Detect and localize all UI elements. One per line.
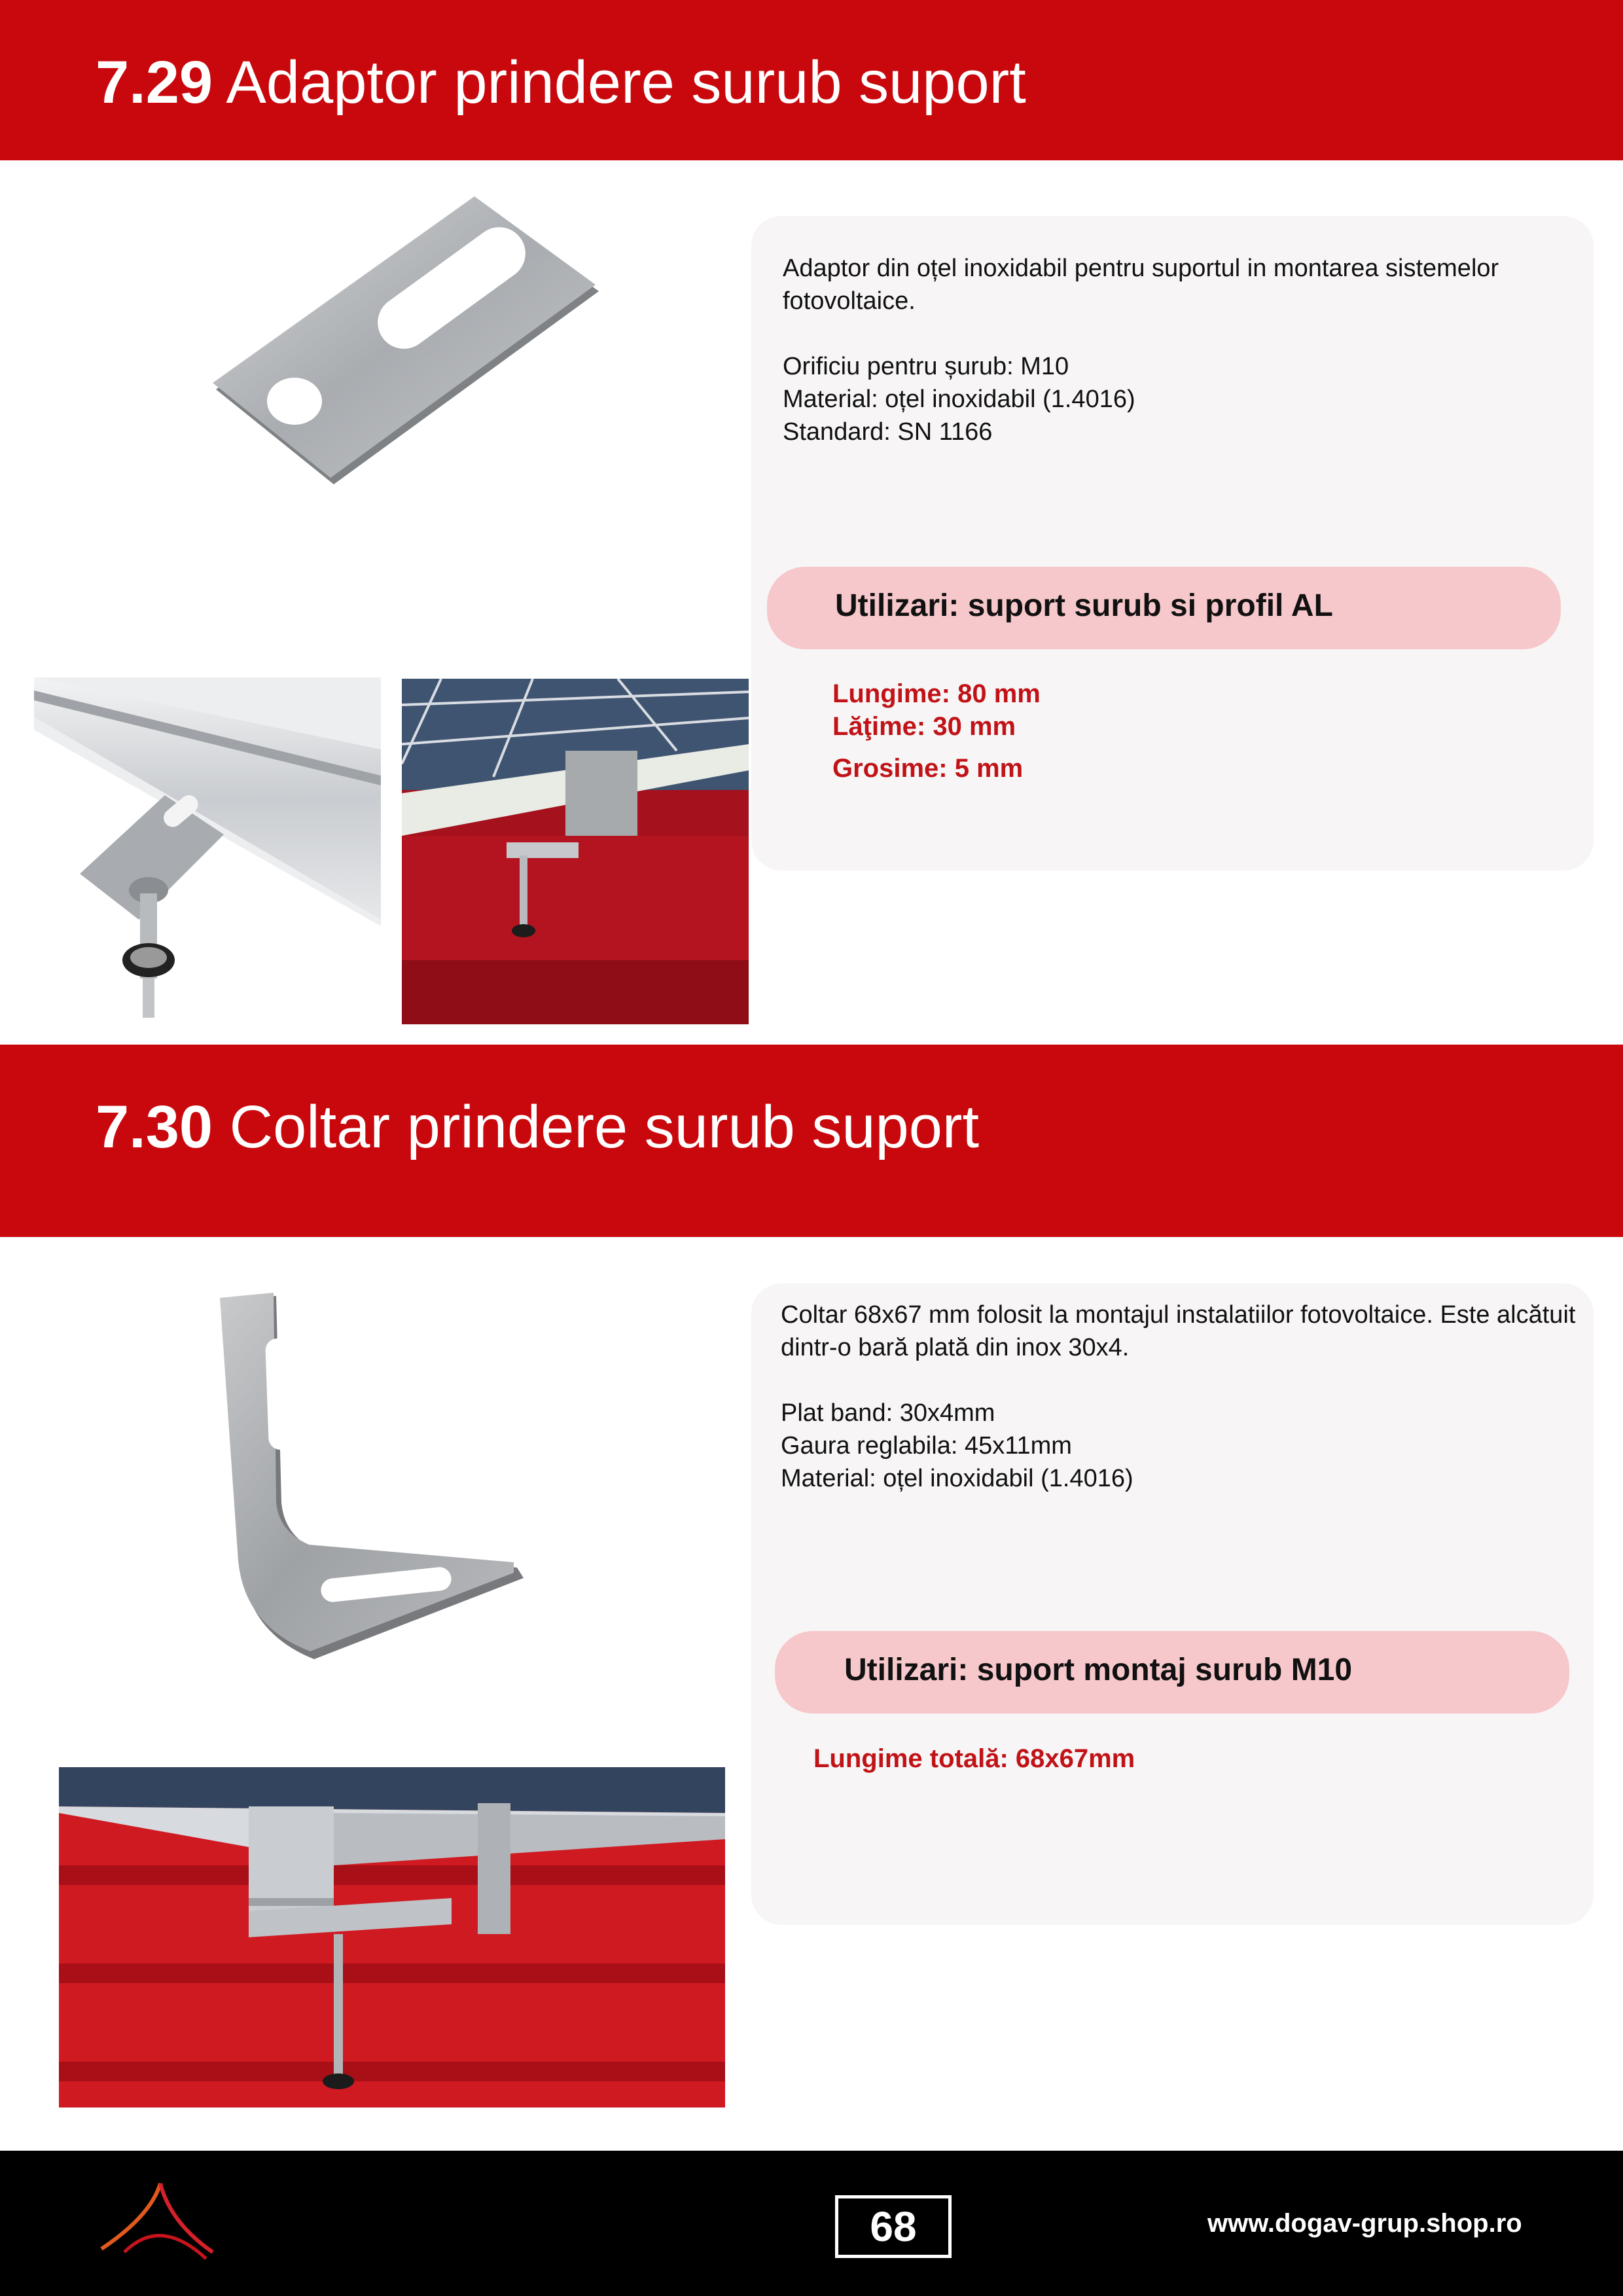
- section-title-text: Adaptor prindere surub suport: [226, 49, 1026, 116]
- usage-pill: [775, 1631, 1569, 1713]
- product-description: [781, 1299, 1586, 1495]
- spec-line: Orificiu pentru șurub: M10: [783, 353, 1069, 380]
- description-text: Adaptor din oțel inoxidabil pentru suportul in montarea sistemelor fotovoltaice.: [783, 255, 1499, 315]
- section-title: [96, 49, 1026, 116]
- section-number: 7.30: [96, 1094, 213, 1160]
- section-title: [96, 1094, 980, 1160]
- product-description: [783, 252, 1588, 448]
- dimension-width: Lăţime: 30 mm: [832, 712, 1016, 741]
- spec-line: Standard: SN 1166: [783, 418, 993, 446]
- spec-line: Plat band: 30x4mm: [781, 1399, 995, 1427]
- corner-bracket-image: [216, 1293, 524, 1666]
- dimension-total-length: Lungime totală: 68x67mm: [813, 1744, 1135, 1773]
- adaptor-plate-image: [196, 193, 602, 547]
- spec-line: Material: oțel inoxidabil (1.4016): [783, 386, 1135, 413]
- usage-text: Utilizari: suport montaj surub M10: [844, 1653, 1353, 1687]
- dimension-length: Lungime: 80 mm: [832, 679, 1041, 708]
- usage-pill: [767, 567, 1561, 649]
- section-header-7-29: [0, 0, 1623, 160]
- spec-line: Material: oțel inoxidabil (1.4016): [781, 1465, 1133, 1492]
- roof-mount-photo: [402, 679, 749, 1024]
- section-number: 7.29: [96, 49, 213, 116]
- rail-mount-photo: [34, 677, 381, 1021]
- section-header-7-30: [0, 1045, 1623, 1237]
- usage-text: Utilizari: suport surub si profil AL: [835, 588, 1333, 623]
- company-logo-icon: [98, 2177, 216, 2262]
- spec-line: Gaura reglabila: 45x11mm: [781, 1432, 1072, 1460]
- tile-roof-mount-photo: [59, 1767, 725, 2108]
- description-text: Coltar 68x67 mm folosit la montajul instalatiilor fotovoltaice. Este alcătuit dintr-o bară plată din inox 30x4.: [781, 1301, 1576, 1361]
- website-link[interactable]: www.dogav-grup.shop.ro: [1207, 2209, 1522, 2238]
- dimension-thickness: Grosime: 5 mm: [832, 754, 1024, 783]
- section-title-text: Coltar prindere surub suport: [229, 1094, 980, 1160]
- page-number: 68: [835, 2195, 952, 2258]
